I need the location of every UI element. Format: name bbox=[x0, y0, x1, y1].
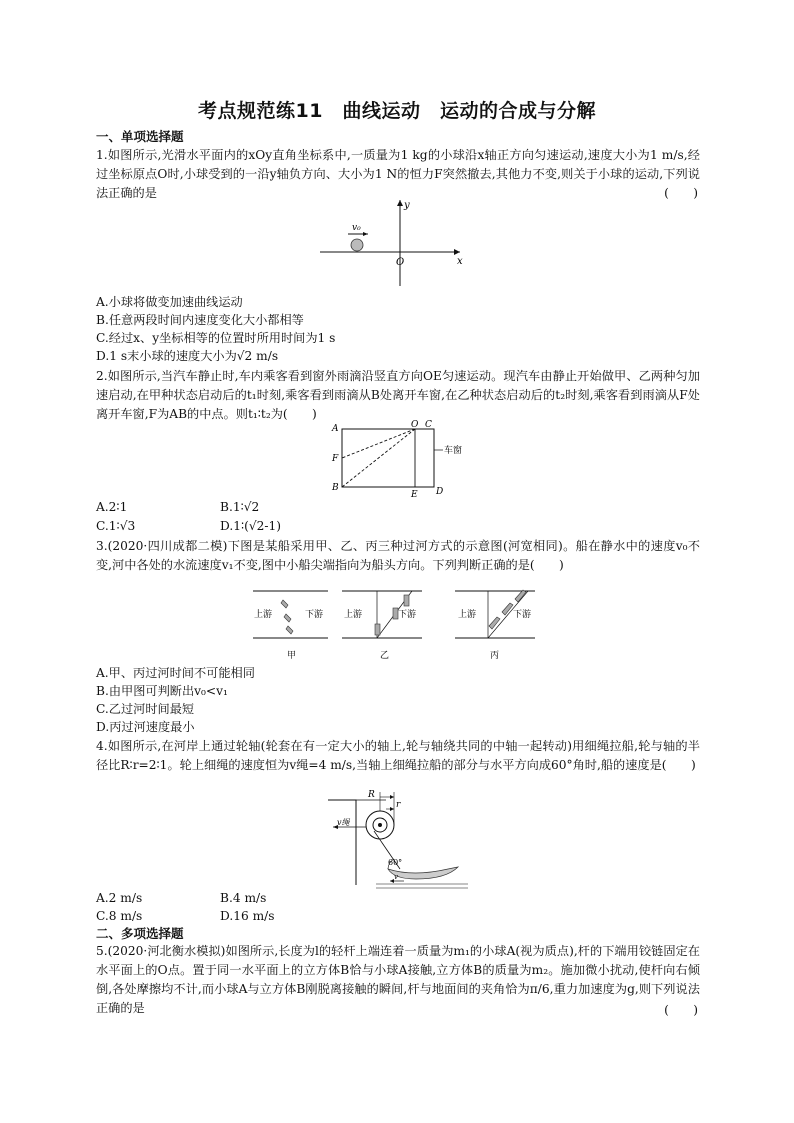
question-3-option-b: B.由甲图可判断出v₀<v₁ bbox=[96, 684, 228, 698]
yi-upstream-label: 上游 bbox=[344, 610, 363, 620]
section-single-choice: 一、单项选择题 bbox=[96, 129, 184, 144]
point-f-label: F bbox=[332, 454, 339, 464]
question-1-option-a: A.小球将做变加速曲线运动 bbox=[96, 295, 243, 309]
question-1-option-d: D.1 s末小球的速度大小为√2 m/s bbox=[96, 349, 279, 363]
yi-label: 乙 bbox=[380, 651, 390, 661]
jia-downstream-label: 下游 bbox=[305, 610, 324, 620]
question-2-stem: 2.如图所示,当汽车静止时,车内乘客看到窗外雨滴沿竖直方向OE匀速运动。现汽车由静止开始做甲、乙两种匀加速启动,在甲种状态启动后的t₁时刻,乘客看到雨滴从B处离开车窗,在乙种状态启动后的t₂时刻,乘客看到雨滴从F处离开车窗,F为AB的中点。则t₁∶t₂为( ) bbox=[96, 369, 700, 421]
question-3-option-d: D.丙过河速度最小 bbox=[96, 720, 195, 734]
rope-velocity-label: v绳 bbox=[337, 818, 350, 827]
question-3-option-a: A.甲、丙过河时间不可能相同 bbox=[96, 666, 255, 680]
point-d-label: D bbox=[436, 487, 444, 497]
yi-downstream-label: 下游 bbox=[398, 610, 417, 620]
question-1-answer-paren: ( ) bbox=[664, 186, 698, 200]
bing-upstream-label: 上游 bbox=[458, 610, 477, 620]
question-5-answer-paren: ( ) bbox=[664, 1003, 698, 1017]
x-axis-label: x bbox=[457, 256, 463, 267]
question-4-option-d: D.16 m/s bbox=[220, 909, 275, 923]
point-c-label: C bbox=[425, 420, 432, 430]
question-2-option-a: A.2∶1 bbox=[96, 500, 128, 514]
question-1-stem: 1.如图所示,光滑水平面内的xOy直角坐标系中,一质量为1 kg的小球沿x轴正方向匀速运动,速度大小为1 m/s,经过坐标原点O时,小球受到的一沿y轴负方向、大小为1 N的恒力F突然撤去,其他力不变,则关于小球的运动,下列说法正确的是 bbox=[96, 148, 700, 200]
question-1-option-b: B.任意两段时间内速度变化大小都相等 bbox=[96, 313, 304, 327]
question-4-figure bbox=[328, 787, 473, 891]
section-multi-choice: 二、多项选择题 bbox=[96, 926, 184, 941]
point-a-label: A bbox=[332, 424, 339, 434]
question-2-option-d: D.1∶(√2-1) bbox=[220, 519, 282, 533]
question-4-stem: 4.如图所示,在河岸上通过轮轴(轮套在有一定大小的轴上,轮与轴绕共同的中轴一起转动)用细绳拉船,轮与轴的半径比R∶r=2∶1。轮上细绳的速度恒为v绳=4 m/s,当轴上细绳拉船的部分与水平方向成60°角时,船的速度是( ) bbox=[96, 739, 700, 772]
small-r-label: r bbox=[396, 800, 401, 810]
car-window-label: 车窗 bbox=[444, 446, 463, 456]
bing-downstream-label: 下游 bbox=[513, 610, 532, 620]
question-2-figure bbox=[325, 420, 475, 500]
v0-label: v₀ bbox=[352, 223, 361, 233]
boat-velocity-label: v bbox=[394, 873, 398, 881]
origin-label: O bbox=[396, 257, 405, 268]
question-2-option-b: B.1∶√2 bbox=[220, 500, 260, 514]
question-3-option-c: C.乙过河时间最短 bbox=[96, 702, 195, 716]
jia-label: 甲 bbox=[287, 651, 297, 661]
jia-upstream-label: 上游 bbox=[254, 610, 273, 620]
question-2-option-c: C.1∶√3 bbox=[96, 519, 136, 533]
question-4-option-c: C.8 m/s bbox=[96, 909, 143, 923]
bing-label: 丙 bbox=[490, 651, 500, 661]
point-e-label: E bbox=[411, 490, 418, 500]
question-5-stem: 5.(2020·河北衡水模拟)如图所示,长度为l的轻杆上端连着一质量为m₁的小球A(视为质点),杆的下端用铰链固定在水平面上的O点。置于同一水平面上的立方体B恰与小球A接触,立方体B的质量为m₂。施加微小扰动,使杆向右倾倒,各处摩擦均不计,而小球A与立方体B刚脱离接触的瞬间,杆与地面间的夹角恰为π/6,重力加速度为g,则下列说法正确的是 bbox=[96, 944, 700, 1015]
question-3-figure bbox=[250, 584, 550, 662]
question-3-stem: 3.(2020·四川成都二模)下图是某船采用甲、乙、丙三种过河方式的示意图(河宽相同)。船在静水中的速度v₀不变,河中各处的水流速度v₁不变,图中小船尖端指向为船头方向。下列判断正确的是( ) bbox=[96, 539, 700, 572]
point-b-label: B bbox=[332, 483, 339, 493]
question-4-option-a: A.2 m/s bbox=[96, 891, 143, 905]
question-1-option-c: C.经过x、y坐标相等的位置时所用时间为1 s bbox=[96, 331, 336, 345]
point-o-label: O bbox=[411, 420, 419, 430]
question-4-option-b: B.4 m/s bbox=[220, 891, 267, 905]
question-1-figure bbox=[320, 196, 470, 288]
page-title: 考点规范练11 曲线运动 运动的合成与分解 bbox=[198, 100, 596, 122]
y-axis-label: y bbox=[404, 200, 410, 211]
angle-label: 60° bbox=[388, 858, 403, 867]
big-r-label: R bbox=[368, 790, 375, 800]
